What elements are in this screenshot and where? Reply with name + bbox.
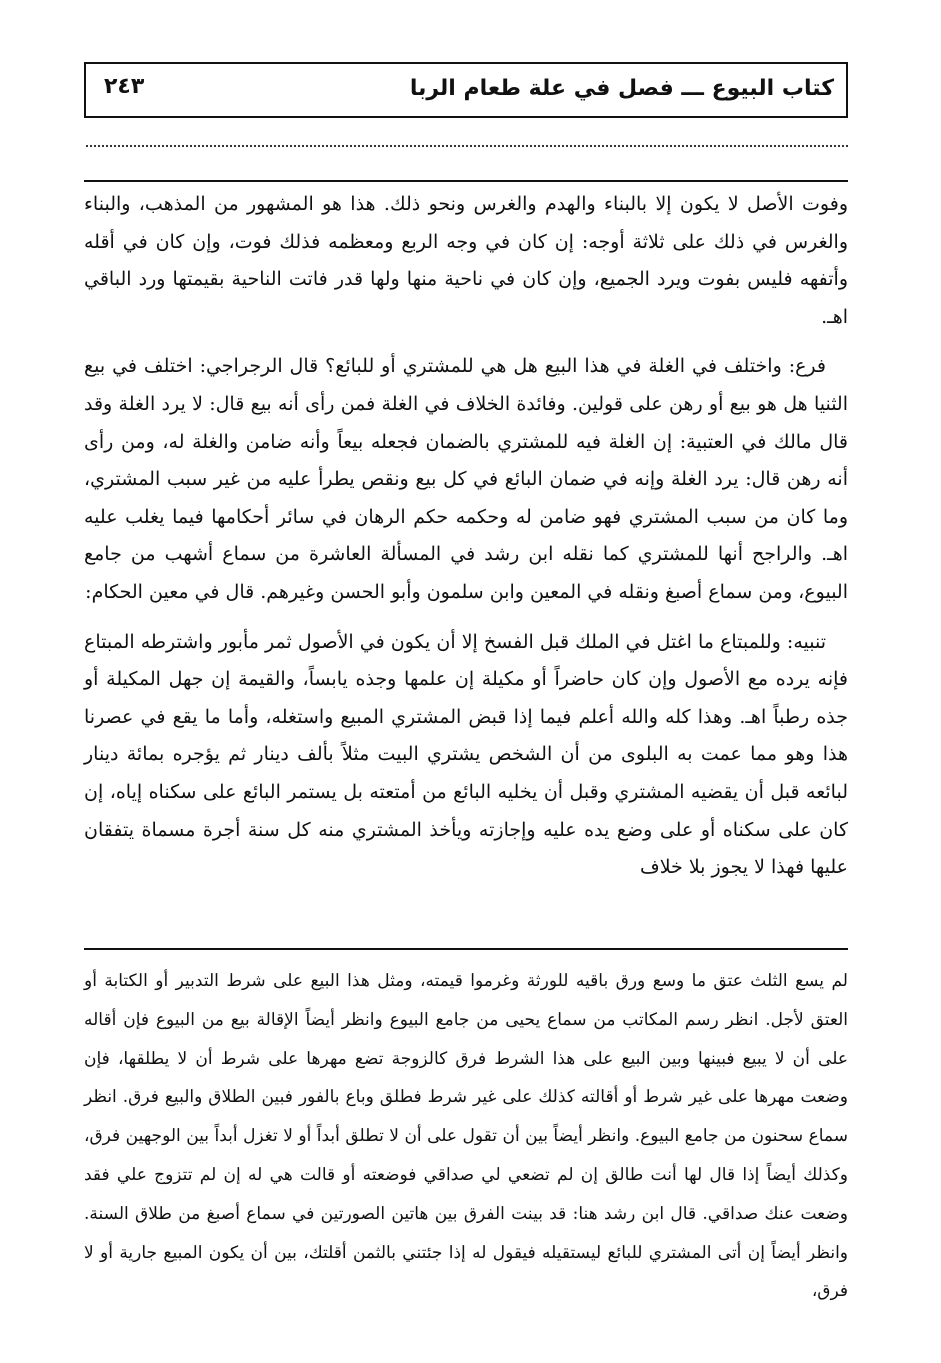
main-text [84,186,848,887]
footnotes [84,962,848,1311]
footnote-rule [84,948,848,950]
main-paragraph: وفوت الأصل لا يكون إلا بالبناء والهدم والغرس ونحو ذلك. هذا هو المشهور من المذهب، والبناء والغرس في ذلك على ثلاثة أوجه: إن كان في وجه الربع ومعظمه فذلك فوت، وإن كان في أقله وأتفهه فليس بفوت ويرد الجميع، وإن كان في ناحية منها ولها قدر فاتت الناحية بقيمتها ورد الباقي اهـ. [84,193,848,328]
footnote-paragraph: لم يسع الثلث عتق ما وسع ورق باقيه للورثة وغرموا قيمته، ومثل هذا البيع على شرط التدبير أو الكتابة أو العتق لأجل. انظر رسم المكاتب من سماع يحيى من جامع البيوع وانظر أيضاً الإقالة بيع من البيوع فإن أقاله على أن لا يبيع فبينها وبين البيع على هذا الشرط فرق كالزوجة تضع مهرها على شرط أن لا يطلقها، فإن وضعت مهرها على غير شرط أو أقالته كذلك على غير شرط فطلق وباع بالفور فبين الطلاق والبيع فرق. انظر سماع سحنون من جامع البيوع. وانظر أيضاً بين أن تقول على أن لا تطلق أبداً أو لا تغزل أبداً بين الوجهين فرق، وكذلك أيضاً إذا قال لها أنت طالق إن لم تضعي لي صداقي فوضعته أو قالت هي له إن لم تتزوج علي فقد وضعت عنك صداقي. قال ابن رشد هنا: قد بينت الفرق بين هاتين الصورتين في سماع أصبغ من طلاق السنة. وانظر أيضاً إن أتى المشتري للبائع ليستقيله فيقول له إذا جئتني بالثمن أقلتك، بين أن يكون المبيع جارية أو لا فرق، [84,971,848,1302]
page-number: ٢٤٣ [104,74,145,99]
running-header [84,62,848,118]
top-rule [84,180,848,182]
dotted-separator [86,145,848,147]
main-paragraph: تنبيه: وللمبتاع ما اغتل في الملك قبل الفسخ إلا أن يكون في الأصول ثمر مأبور واشترطه المبتاع فإنه يرده مع الأصول وإن كان حاضراً أو مكيلة إن علمها وجذه يابساً، والقيمة إن جهل المكيلة أو جذه رطباً اهـ. وهذا كله والله أعلم فيما إذا قبض المشتري المبيع واستغله، وأما ما يقع في عصرنا هذا وهو مما عمت به البلوى من أن الشخص يشتري البيت مثلاً بألف دينار ثم يؤجره بمائة دينار لبائعه قبل أن يقضيه المشتري وقبل أن يخليه البائع من أمتعته بل يستمر البائع على سكناه إياه، إن كان على سكناه أو على وضع يده عليه وإجازته ويأخذ المشتري منه كل سنة أجرة مسماة يتفقان عليها فهذا لا يجوز بلا خلاف [84,630,848,879]
running-title: كتاب البيوع ـــ فصل في علة طعام الربا [409,76,834,101]
main-paragraph: فرع: واختلف في الغلة في هذا البيع هل هي للمشتري أو للبائع؟ قال الرجراجي: اختلف في بيع الثنيا هل هو بيع أو رهن على قولين. وفائدة الخلاف في الغلة فمن رأى أنه بيع قال: لا يرد الغلة وقد قال مالك في العتبية: إن الغلة فيه للمشتري بالضمان فجعله بيعاً وأنه ضامن والغلة له، ومن رأى أنه رهن قال: يرد الغلة وإنه في ضمان البائع في كل بيع ونقص يطرأ عليه من غير سبب المشتري، وما كان من سبب المشتري فهو ضامن له وحكمه حكم الرهان في سائر أحكامها فيما يغلب عليه اهـ. والراجح أنها للمشتري كما نقله ابن رشد في المسألة العاشرة من سماع أشهب من جامع البيوع، ومن سماع أصبغ ونقله في المعين وابن سلمون وأبو الحسن وغيرهم. قال في معين الحكام: [84,355,849,603]
